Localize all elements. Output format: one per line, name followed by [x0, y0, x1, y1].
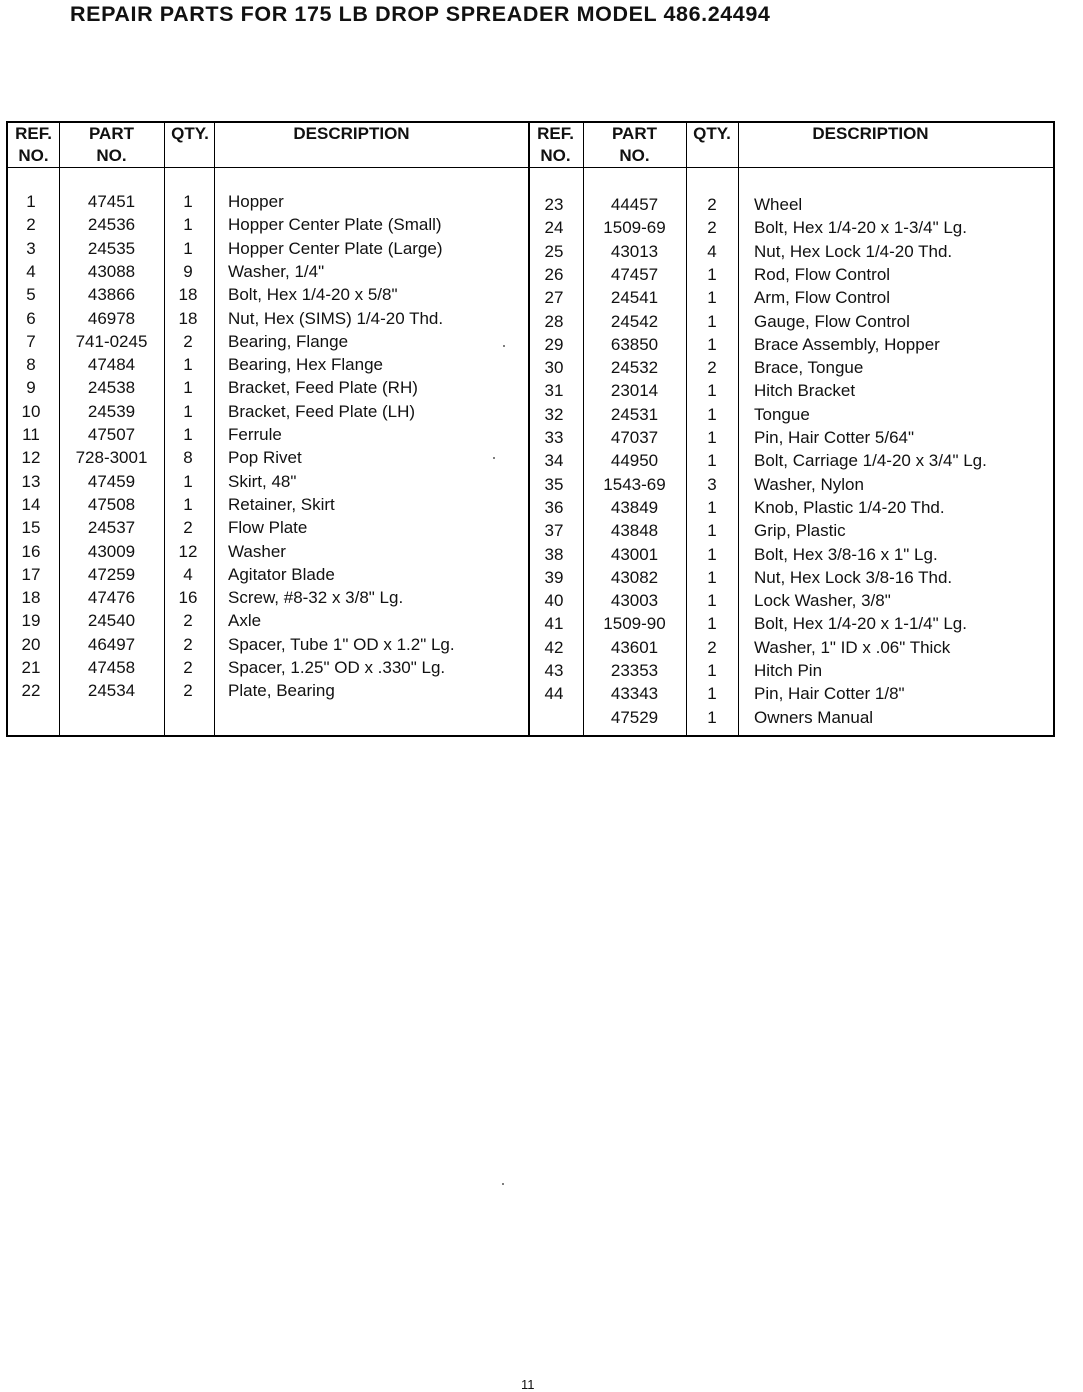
cell-ref: 27 [544, 288, 564, 308]
table-row [8, 679, 528, 702]
cell-qty: 2 [707, 358, 717, 378]
cell-qty: 4 [183, 564, 193, 584]
cell-qty: 1 [707, 428, 717, 447]
cell-part: 24542 [610, 311, 659, 331]
cell-qty: 1 [183, 471, 193, 491]
cell-part: 24541 [610, 288, 659, 308]
cell-part: 43601 [610, 637, 659, 657]
cell-part: 23014 [610, 381, 659, 401]
cell-part: 47259 [87, 564, 136, 584]
cell-desc: Knob, Plastic 1/4-20 Thd. [754, 497, 945, 517]
table-row [528, 263, 1055, 286]
cell-desc: Hopper [228, 192, 284, 211]
cell-part: 24535 [87, 238, 136, 258]
table-row [8, 563, 528, 586]
cell-part: 47484 [87, 355, 136, 375]
table-row [8, 633, 528, 656]
page-title: REPAIR PARTS FOR 175 LB DROP SPREADER MODEL 486.24494 [70, 2, 771, 26]
cell-desc: Retainer, Skirt [228, 494, 335, 514]
cell-part: 728-3001 [75, 448, 148, 468]
cell-qty: 1 [707, 264, 717, 284]
cell-part: 47457 [610, 264, 659, 284]
cell-desc: Plate, Bearing [228, 681, 335, 701]
cell-ref: 25 [544, 241, 564, 261]
cell-ref: 44 [544, 684, 564, 704]
table-row [528, 659, 1055, 682]
table-row [8, 260, 528, 283]
cell-qty: 1 [707, 567, 717, 587]
cell-ref: 11 [22, 425, 40, 444]
cell-part: 24536 [87, 215, 136, 235]
cell-part: 43001 [610, 544, 659, 564]
cell-desc: Skirt, 48" [228, 471, 297, 491]
table-row [528, 612, 1055, 635]
cell-qty: 2 [707, 195, 717, 214]
table-row [528, 519, 1055, 542]
cell-desc: Washer [228, 541, 286, 561]
cell-qty: 1 [707, 684, 717, 704]
table-row [8, 493, 528, 516]
cell-ref: 31 [544, 381, 564, 401]
cell-qty: 1 [183, 378, 193, 398]
table-row [528, 426, 1055, 449]
cell-part: 47507 [87, 425, 136, 444]
cell-qty: 4 [707, 241, 717, 261]
cell-qty: 2 [707, 218, 717, 238]
cell-part: 47037 [610, 428, 659, 447]
cell-part: 24532 [610, 358, 659, 378]
cell-ref: 40 [544, 591, 564, 611]
cell-qty: 1 [707, 381, 717, 401]
cell-ref: 22 [21, 681, 41, 701]
cell-desc: Rod, Flow Control [754, 264, 891, 284]
cell-qty: 1 [183, 215, 193, 235]
cell-desc: Bolt, Carriage 1/4-20 x 3/4" Lg. [754, 451, 987, 471]
cell-qty: 1 [707, 521, 717, 541]
cell-desc: Hopper Center Plate (Small) [228, 215, 442, 235]
cell-qty: 2 [707, 637, 717, 657]
cell-qty: 1 [183, 425, 193, 444]
cell-qty: 1 [707, 334, 717, 354]
table-row [8, 400, 528, 423]
cell-part: 43082 [610, 567, 659, 587]
cell-desc: Hitch Pin [754, 661, 823, 680]
table-row [528, 496, 1055, 519]
cell-ref: 26 [544, 264, 564, 284]
cell-desc: Ferrule [228, 425, 282, 444]
table-row [8, 213, 528, 236]
table-row [528, 286, 1055, 309]
cell-ref: 36 [544, 497, 564, 517]
cell-qty: 1 [707, 661, 717, 680]
cell-desc: Brace Assembly, Hopper [754, 334, 940, 354]
cell-part: 43848 [610, 521, 659, 541]
table-row [528, 193, 1055, 216]
table-row [8, 283, 528, 306]
cell-qty: 1 [707, 707, 717, 727]
cell-ref: 42 [544, 637, 564, 657]
cell-part: 44457 [610, 195, 659, 214]
cell-part: 24539 [87, 401, 136, 421]
cell-part: 1543-69 [603, 474, 666, 494]
cell-ref: 9 [26, 378, 36, 398]
table-row [528, 379, 1055, 402]
cell-desc: Agitator Blade [228, 564, 335, 584]
cell-ref: 13 [21, 471, 41, 491]
cell-desc: Bearing, Flange [228, 331, 349, 351]
cell-ref: 20 [21, 634, 41, 654]
cell-desc: Nut, Hex (SIMS) 1/4-20 Thd. [228, 308, 444, 328]
header-description: DESCRIPTION [293, 124, 410, 143]
cell-desc: Bolt, Hex 1/4-20 x 5/8" [228, 285, 398, 305]
cell-desc: Brace, Tongue [754, 358, 864, 378]
cell-part: 24538 [87, 378, 136, 398]
cell-ref: 23 [544, 195, 564, 214]
cell-qty: 1 [183, 355, 193, 375]
cell-qty: 1 [183, 238, 193, 258]
cell-desc: Pin, Hair Cotter 1/8" [754, 684, 905, 704]
header-qty: QTY. [693, 124, 731, 143]
header-part-no: PART NO. [88, 124, 134, 165]
cell-ref: 6 [26, 308, 36, 328]
cell-ref: 28 [544, 311, 564, 331]
cell-desc: Washer, 1" ID x .06" Thick [754, 637, 951, 657]
table-row [8, 353, 528, 376]
cell-qty: 1 [707, 404, 717, 424]
cell-desc: Spacer, Tube 1" OD x 1.2" Lg. [228, 634, 455, 654]
header-ref-no: REF. NO. [537, 124, 574, 165]
parts-table-right [528, 123, 1055, 735]
cell-ref: 1 [26, 192, 36, 211]
cell-part: 24537 [87, 518, 136, 538]
cell-qty: 8 [183, 448, 193, 468]
cell-part: 46497 [87, 634, 136, 654]
cell-qty: 2 [183, 331, 193, 351]
cell-ref: 3 [26, 238, 36, 258]
header-part-no: PART NO. [611, 124, 657, 165]
cell-part: 43866 [87, 285, 136, 305]
cell-desc: Bolt, Hex 1/4-20 x 1-3/4" Lg. [754, 218, 967, 238]
cell-desc: Pin, Hair Cotter 5/64" [754, 428, 915, 447]
cell-ref: 10 [21, 401, 41, 421]
cell-part: 1509-69 [603, 218, 666, 238]
cell-ref: 19 [21, 611, 41, 631]
cell-ref: 33 [544, 428, 564, 447]
cell-qty: 2 [183, 634, 193, 654]
cell-ref: 12 [21, 448, 41, 468]
cell-part: 741-0245 [75, 331, 148, 351]
cell-ref: 15 [21, 518, 41, 538]
table-row [528, 403, 1055, 426]
cell-ref: 30 [544, 358, 564, 378]
cell-ref: 8 [26, 355, 36, 375]
cell-desc: Nut, Hex Lock 3/8-16 Thd. [754, 567, 953, 587]
cell-qty: 2 [183, 681, 193, 701]
cell-ref: 32 [544, 404, 564, 424]
table-row [528, 543, 1055, 566]
table-row [8, 516, 528, 539]
cell-qty: 1 [707, 288, 717, 308]
cell-desc: Flow Plate [228, 518, 308, 538]
table-row [528, 706, 1055, 729]
cell-desc: Washer, 1/4" [228, 261, 325, 281]
cell-desc: Axle [228, 611, 262, 631]
header-ref-no: REF. NO. [15, 124, 52, 165]
cell-part: 47529 [610, 707, 659, 727]
header-description: DESCRIPTION [812, 124, 929, 143]
cell-part: 24540 [87, 611, 136, 631]
cell-ref: 38 [544, 544, 564, 564]
cell-desc: Bolt, Hex 1/4-20 x 1-1/4" Lg. [754, 614, 967, 634]
cell-part: 43849 [610, 497, 659, 517]
table-row [8, 190, 528, 213]
cell-desc: Nut, Hex Lock 1/4-20 Thd. [754, 241, 953, 261]
cell-part: 43088 [87, 261, 136, 281]
cell-qty: 1 [707, 614, 717, 634]
cell-ref: 37 [544, 521, 564, 541]
header-qty: QTY. [171, 124, 209, 143]
table-row [528, 216, 1055, 239]
table-row [528, 566, 1055, 589]
table-row [528, 240, 1055, 263]
cell-ref: 29 [544, 334, 564, 354]
cell-desc: Washer, Nylon [754, 474, 864, 494]
cell-desc: Tongue [754, 404, 810, 424]
cell-part: 24534 [87, 681, 136, 701]
cell-qty: 18 [178, 285, 198, 305]
table-row [528, 682, 1055, 705]
parts-table-left [8, 123, 530, 735]
cell-part: 46978 [87, 308, 136, 328]
cell-desc: Gauge, Flow Control [754, 311, 910, 331]
cell-part: 44950 [610, 451, 659, 471]
cell-part: 23353 [610, 661, 659, 680]
cell-part: 47458 [87, 658, 136, 677]
cell-desc: Bolt, Hex 3/8-16 x 1" Lg. [754, 544, 938, 564]
cell-qty: 2 [183, 611, 193, 631]
table-row [8, 470, 528, 493]
table-row [528, 636, 1055, 659]
cell-ref: 16 [21, 541, 41, 561]
cell-desc: Bracket, Feed Plate (RH) [228, 378, 418, 398]
cell-ref: 43 [544, 661, 564, 680]
cell-ref: 17 [21, 564, 41, 584]
cell-desc: Bearing, Hex Flange [228, 355, 383, 375]
cell-ref: 41 [544, 614, 564, 634]
cell-desc: Lock Washer, 3/8" [754, 591, 891, 611]
cell-part: 43343 [610, 684, 659, 704]
cell-desc: Hopper Center Plate (Large) [228, 238, 443, 258]
cell-qty: 1 [707, 311, 717, 331]
cell-ref: 18 [21, 588, 41, 608]
cell-qty: 1 [183, 192, 193, 211]
cell-part: 47459 [87, 471, 136, 491]
table-row [528, 589, 1055, 612]
cell-qty: 3 [707, 474, 717, 494]
cell-qty: 16 [178, 588, 198, 608]
table-row [8, 423, 528, 446]
cell-ref: 34 [544, 451, 564, 471]
table-row [8, 656, 528, 679]
cell-ref: 35 [544, 474, 564, 494]
cell-ref: 4 [26, 261, 36, 281]
parts-table [6, 121, 1055, 737]
table-row [8, 376, 528, 399]
table-row [528, 333, 1055, 356]
cell-qty: 1 [707, 451, 717, 471]
cell-part: 47508 [87, 494, 136, 514]
cell-qty: 1 [183, 401, 193, 421]
cell-ref: 24 [544, 218, 564, 238]
table-row [528, 310, 1055, 333]
table-row [528, 449, 1055, 472]
cell-ref: 39 [544, 567, 564, 587]
cell-desc: Pop Rivet [228, 448, 302, 468]
cell-qty: 2 [183, 518, 193, 538]
table-row [528, 473, 1055, 496]
table-row [8, 237, 528, 260]
cell-part: 43013 [610, 241, 659, 261]
cell-part: 63850 [610, 334, 659, 354]
cell-part: 47451 [87, 192, 136, 211]
cell-qty: 1 [707, 497, 717, 517]
table-row [8, 540, 528, 563]
cell-qty: 12 [178, 541, 198, 561]
cell-ref: 14 [21, 494, 41, 514]
table-row [8, 586, 528, 609]
cell-ref: 7 [26, 331, 36, 351]
cell-part: 1509-90 [603, 614, 666, 634]
cell-ref: 5 [26, 285, 36, 305]
cell-desc: Screw, #8-32 x 3/8" Lg. [228, 588, 404, 608]
cell-desc: Spacer, 1.25" OD x .330" Lg. [228, 658, 446, 677]
cell-desc: Owners Manual [754, 707, 874, 727]
cell-qty: 9 [183, 261, 193, 281]
cell-part: 43003 [610, 591, 659, 611]
cell-desc: Wheel [754, 195, 803, 214]
table-row [8, 609, 528, 632]
cell-qty: 18 [178, 308, 198, 328]
cell-desc: Bracket, Feed Plate (LH) [228, 401, 416, 421]
cell-desc: Arm, Flow Control [754, 288, 891, 308]
table-row [528, 356, 1055, 379]
cell-part: 47476 [87, 588, 136, 608]
cell-desc: Hitch Bracket [754, 381, 856, 401]
table-row [8, 330, 528, 353]
cell-qty: 1 [707, 591, 717, 611]
table-row [8, 307, 528, 330]
cell-desc: Grip, Plastic [754, 521, 846, 541]
cell-part: 43009 [87, 541, 136, 561]
table-row [8, 446, 528, 469]
page-number: 11 [521, 1377, 535, 1392]
cell-qty: 2 [183, 658, 193, 677]
cell-ref: 21 [21, 658, 41, 677]
cell-qty: 1 [707, 544, 717, 564]
cell-qty: 1 [183, 494, 193, 514]
cell-ref: 2 [26, 215, 36, 235]
cell-part: 24531 [610, 404, 659, 424]
